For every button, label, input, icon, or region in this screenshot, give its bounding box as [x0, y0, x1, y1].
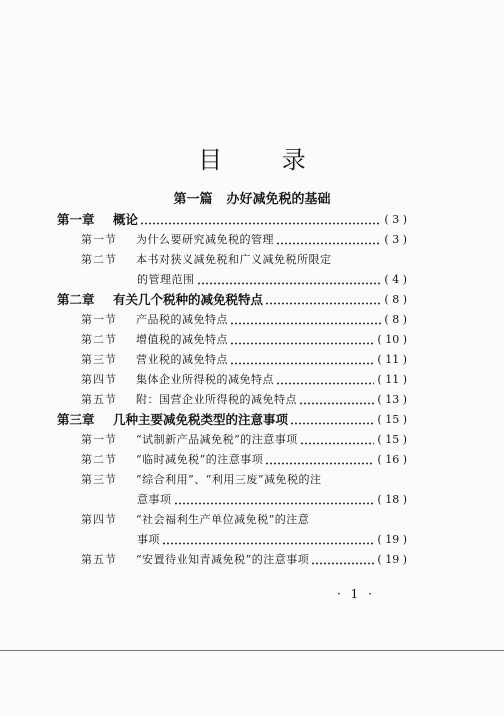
toc-leader-dots — [290, 422, 374, 425]
toc-entry-title: 集体企业所得税的减免特点 — [136, 373, 274, 386]
toc-entry-title: 营业税的减免特点 — [136, 353, 228, 366]
toc-section-row — [57, 310, 407, 330]
toc-entry-label: 第二节 — [81, 253, 117, 266]
toc-entry-label: 第三章 — [57, 412, 95, 427]
toc-leader-dots — [300, 442, 374, 445]
toc-section-row — [57, 510, 407, 530]
toc-entry-label: 第二章 — [57, 292, 95, 307]
toc-page-number: ( 19 ) — [377, 553, 407, 566]
toc-page-number: ( 18 ) — [377, 493, 407, 506]
toc-entry-title: 概论 — [113, 212, 139, 227]
toc-chapter-row — [57, 290, 407, 310]
toc-leader-dots — [174, 502, 374, 505]
toc-entry-title: “安置待业知青减免税”的注意事项 — [136, 553, 310, 566]
toc-section-row — [57, 550, 407, 570]
toc-leader-dots — [311, 562, 374, 565]
toc-chapter-row — [57, 410, 407, 430]
toc-section-row — [57, 230, 407, 250]
toc-continuation-row — [57, 270, 407, 290]
toc-page-number: ( 3 ) — [384, 233, 407, 246]
toc-continuation-row — [57, 490, 407, 510]
toc-section-row — [57, 470, 407, 490]
toc-entry-label: 第五节 — [81, 553, 117, 566]
toc-entry-label: 第四节 — [81, 373, 117, 386]
toc-entry-title: 为什么要研究减免税的管理 — [136, 233, 274, 246]
toc-leader-dots — [276, 242, 381, 245]
toc-leader-dots — [230, 342, 374, 345]
toc-entry-title: 意事项 — [137, 493, 172, 506]
toc-entry-label: 第一节 — [81, 313, 117, 326]
toc-page-number: ( 15 ) — [377, 413, 407, 426]
toc-section-row — [57, 450, 407, 470]
toc-entry-label: 第一章 — [57, 212, 95, 227]
toc-section-row — [57, 370, 407, 390]
toc-section-row — [57, 430, 407, 450]
toc-page-number: ( 19 ) — [377, 533, 407, 546]
toc-entry-title: 有关几个税种的减免税特点 — [113, 292, 264, 307]
toc-leader-dots — [265, 462, 374, 465]
toc-page-number: ( 11 ) — [377, 373, 407, 386]
page-number: · 1 · — [337, 587, 375, 601]
toc-entry-label: 第一节 — [81, 433, 117, 446]
toc-entry-title: 的管理范围 — [137, 273, 195, 286]
toc-entry-label: 第三节 — [81, 353, 117, 366]
toc-entry-title: 增值税的减免特点 — [136, 333, 228, 346]
page-title: 目 录 — [198, 146, 332, 174]
toc-entry-label: 第三节 — [81, 473, 117, 486]
toc-entry-label: 第二节 — [81, 333, 117, 346]
toc-section-row — [57, 350, 407, 370]
toc-entry-title: 本书对狭义减免税和广义减免税所限定 — [136, 253, 332, 266]
toc-entry-label: 第四节 — [81, 513, 117, 526]
toc-section-row — [57, 390, 407, 410]
toc-entry-title: “社会福利生产单位减免税”的注意 — [136, 513, 310, 526]
part-label: 第一篇 — [173, 192, 213, 207]
toc-page-number: ( 8 ) — [384, 313, 407, 326]
bottom-rule — [0, 650, 504, 651]
toc-leader-dots — [230, 322, 381, 325]
toc-chapter-row — [57, 210, 407, 230]
toc-page-number: ( 3 ) — [384, 213, 407, 226]
toc-continuation-row — [57, 530, 407, 550]
toc-page-number: ( 10 ) — [377, 333, 407, 346]
toc-leader-dots — [299, 402, 374, 405]
toc-page-number: ( 4 ) — [384, 273, 407, 286]
part-heading — [0, 188, 504, 207]
toc-leader-dots — [276, 382, 374, 385]
toc-section-row — [57, 250, 407, 270]
toc-leader-dots — [230, 362, 374, 365]
toc-entry-title: 几种主要减免税类型的注意事项 — [113, 412, 289, 427]
toc-leader-dots — [162, 542, 374, 545]
toc-entry-title: 产品税的减免特点 — [136, 313, 228, 326]
toc-entry-title: “试制新产品减免税”的注意事项 — [136, 433, 298, 446]
toc-entry-label: 第二节 — [81, 453, 117, 466]
toc-page-number: ( 8 ) — [384, 293, 407, 306]
toc-entry-title: “临时减免税”的注意事项 — [136, 453, 264, 466]
toc-leader-dots — [197, 282, 381, 285]
part-name: 办好减免税的基础 — [226, 192, 331, 207]
toc-page-number: ( 11 ) — [377, 353, 407, 366]
toc-entry-label: 第五节 — [81, 393, 117, 406]
toc-entry-title: 附：国营企业所得税的减免特点 — [136, 393, 297, 406]
toc-page-number: ( 16 ) — [377, 453, 407, 466]
toc-entry-title: “综合利用”、“利用三废”减免税的注 — [136, 473, 322, 486]
toc-entry-label: 第一节 — [81, 233, 117, 246]
toc-leader-dots — [140, 222, 381, 225]
toc-leader-dots — [265, 302, 381, 305]
toc-page-number: ( 15 ) — [377, 433, 407, 446]
toc-page-number: ( 13 ) — [377, 393, 407, 406]
toc-entry-title: 事项 — [137, 533, 160, 546]
toc-section-row — [57, 330, 407, 350]
